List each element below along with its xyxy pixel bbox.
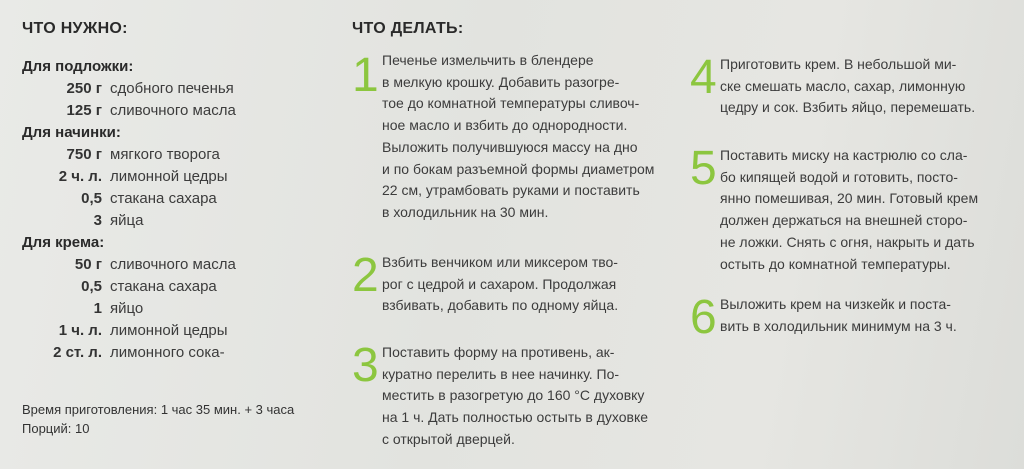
ingredient-amount: 125 г [66,102,102,119]
ingredient-amount: 0,5 [81,278,102,295]
step-text: Взбить венчиком или миксером тво- рог с цедрой и сахаром. Продолжая взбивать, добавить по одному яйца. [382,254,619,314]
servings: Порций: 10 [22,421,90,436]
ingredient-name: стакана сахара [110,278,217,295]
ingredient-amount: 0,5 [81,190,102,207]
ingredient-amount: 250 г [66,80,102,97]
section-title-base: Для подложки: [22,58,134,75]
ingredient-amount: 1 [93,300,102,317]
ingredient-name: стакана сахара [110,190,217,207]
ingredient-name: сдобного печенья [110,80,234,97]
step-number: 2 [352,249,379,302]
ingredient-amount: 2 ст. л. [53,344,102,361]
step-4 [690,51,976,119]
ingredient-name: лимонной цедры [110,322,228,339]
ingredient-row [22,78,322,100]
ingredient-name: мягкого творога [110,146,220,163]
recipe-meta [22,400,294,438]
section-title-filling: Для начинки: [22,124,121,141]
ingredient-row [22,144,322,166]
step-5 [690,142,979,275]
ingredient-name: яйца [110,212,144,229]
ingredient-amount: 2 ч. л. [58,168,102,185]
ingredient-row [22,298,322,320]
ingredient-name: лимонного сока- [110,344,225,361]
steps-heading: ЧТО ДЕЛАТЬ: [352,20,464,37]
ingredient-name: сливочного масла [110,256,236,273]
step-number: 4 [690,51,717,104]
ingredient-amount: 50 г [74,256,102,273]
ingredient-row [22,166,322,188]
ingredient-name: яйцо [110,300,144,317]
step-text: Печенье измельчить в блендере в мелкую крошку. Добавить разогре- тое до комнатной температуры сливоч- ное масло и взбить до однородности. Выложить получившуюся массу на дно и по бокам разъемной формы диаметром 22 см, утрамбовать руками и поставить в холодильник на 30 мин. [382,52,655,220]
ingredient-row [22,320,322,342]
step-text: Поставить миску на кастрюлю со сла- бо кипящей водой и готовить, посто- янно помешивая, 20 мин. Готовый крем должен держаться на внешней сторо- не ложки. Снять с огня, накрыть и дать остыть до комнатной температуры. [720,147,979,272]
step-text: Выложить крем на чизкейк и поста- вить в холодильник минимум на 3 ч. [720,296,957,334]
ingredient-amount: 1 ч. л. [58,322,102,339]
ingredient-row [22,210,322,232]
step-number: 6 [690,291,717,344]
cooking-time: Время приготовления: 1 час 35 мин. + 3 часа [22,402,295,417]
ingredients-list [22,56,322,364]
section-title-cream: Для крема: [22,234,105,251]
step-number: 3 [352,339,379,392]
step-6 [690,291,957,344]
ingredient-row [22,254,322,276]
step-number: 1 [352,49,379,102]
step-3 [352,339,649,451]
step-number: 5 [690,142,717,195]
ingredient-row [22,188,322,210]
ingredient-row [22,342,322,364]
ingredient-amount: 750 г [66,146,102,163]
ingredient-name: лимонной цедры [110,168,228,185]
ingredient-row [22,100,322,122]
ingredient-name: сливочного масла [110,102,236,119]
step-2 [352,249,619,317]
ingredient-row [22,276,322,298]
step-text: Поставить форму на противень, ак- куратно перелить в нее начинку. По- местить в разогретую до 160 °С духовку на 1 ч. Дать полностью остыть в духовке с открытой дверцей. [382,344,649,447]
ingredient-amount: 3 [93,212,102,229]
ingredients-heading: ЧТО НУЖНО: [22,20,128,37]
step-1 [352,50,654,224]
step-text: Приготовить крем. В небольшой ми- ске смешать масло, сахар, лимонную цедру и сок. Взбить яйцо, перемешать. [720,56,976,116]
